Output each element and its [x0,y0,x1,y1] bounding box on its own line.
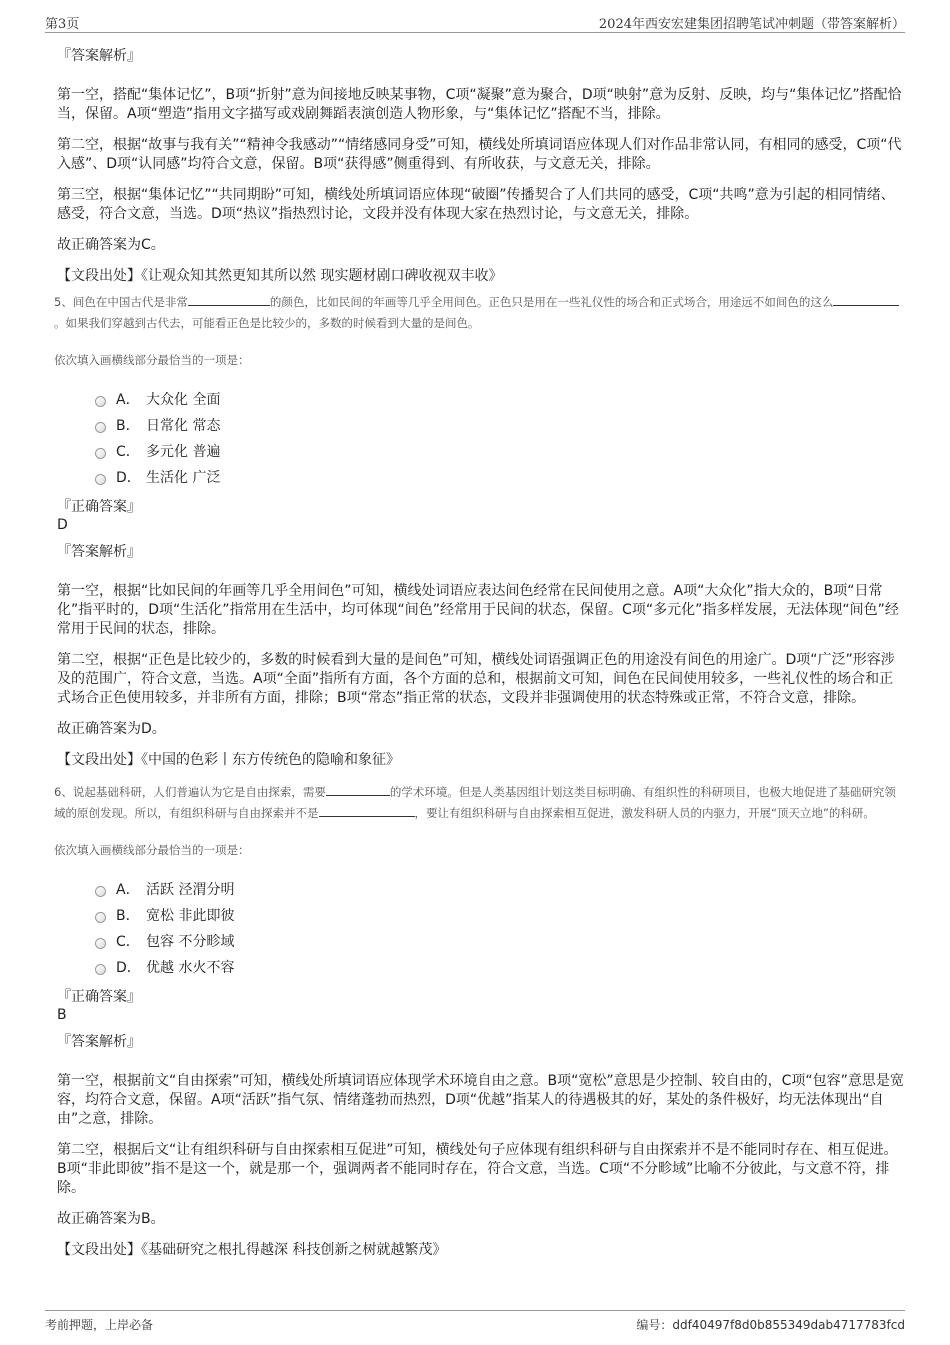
radio-button[interactable] [95,938,106,949]
radio-button[interactable] [95,448,106,459]
source-citation: 【文段出处】《基础研究之根扎得越深 科技创新之树就越繁茂》 [57,1242,447,1258]
radio-button[interactable] [95,474,106,485]
question-prompt: 依次填入画横线部分最恰当的一项是： [54,353,250,367]
correct-answer: D [57,517,68,533]
option-d[interactable]: D． 生活化 广泛 [95,464,905,490]
question-5-stem: 5、间色在中国古代是非常 的颜色，比如民间的年画等几乎全用间色。正色只是用在一些礼仪性的场合和正式场合，用途远不如间色的这么。如果我们穿越到古代去，可能看正色是比较少的，多数的时候看到大量的是间色。 [54,292,905,334]
answer-blank [319,803,415,817]
analysis-paragraph: 第二空，根据后文“让有组织科研与自由探索相互促进”可知，横线处句子应体现有组织科研与自由探索并不是不能同时存在、相互促进。B项“非此即彼”指不是这一个，就是那一个，强调两者不能同时存在，符合文意，当选。C项“不分畛域”比喻不分彼此，与文意不符，排除。 [57,1142,898,1196]
option-c[interactable]: C． 多元化 普遍 [95,438,905,464]
page-number: 第3页 [45,17,80,32]
analysis-conclusion: 故正确答案为B。 [57,1211,165,1227]
option-c[interactable]: C． 包容 不分畛域 [95,928,905,954]
radio-button[interactable] [95,964,106,975]
page-header [45,10,905,33]
radio-button[interactable] [95,422,106,433]
analysis-paragraph: 第一空，搭配“集体记忆”，B项“折射”意为间接地反映某事物，C项“凝聚”意为聚合，D项“映射”意为反射、反映，均与“集体记忆”搭配恰当，保留。A项“塑造”指用文字描写或戏剧舞蹈表演创造人物形象，与“集体记忆”搭配不当，排除。 [57,87,902,122]
page-footer [45,1310,905,1339]
correct-answer: B [57,1007,67,1023]
question-6-stem: 6、说起基础科研，人们普遍认为它是自由探索，需要 的学术环境。但是人类基因组计划这类目标明确、有组织性的科研项目，也极大地促进了基础研究领域的原创发现。所以，有组织科研与自由探索并不是 ，要让有组织科研与自由探索相互促进，激发科研人员的内驱力，开展“顶天立地”的科研。 [54,782,905,824]
analysis-label: 『答案解析』 [57,1034,141,1050]
analysis-paragraph: 第三空，根据“集体记忆”“共同期盼”可知，横线处所填词语应体现“破圈”传播契合了人们共同的感受，C项“共鸣”意为引起的相同情绪、感受，符合文意，当选。D项“热议”指热烈讨论，文段并没有体现大家在热烈讨论，与文意无关，排除。 [57,187,895,222]
answer-blank [326,782,390,796]
option-d[interactable]: D． 优越 水火不容 [95,954,905,980]
correct-answer-label: 『正确答案』 [57,499,141,515]
analysis-paragraph: 第一空，根据前文“自由探索”可知，横线处所填词语应体现学术环境自由之意。B项“宽松”意思是少控制、较自由的，C项“包容”意思是宽容，均符合文意，保留。A项“活跃”指气氛、情绪蓬勃而热烈，D项“优越”指某人的待遇极其的好，某处的条件极好，均无法体现出“自由”之意，排除。 [57,1073,904,1127]
footer-slogan: 考前押题，上岸必备 [45,1318,154,1332]
document-body [54,38,905,1260]
answer-blank [188,292,270,306]
option-a[interactable]: A． 大众化 全面 [95,386,905,412]
question-6-options [95,876,905,980]
source-citation: 【文段出处】《让观众知其然更知其所以然 现实题材剧口碑收视双丰收》 [57,268,503,284]
analysis-paragraph: 第二空，根据“故事与我有关”“精神令我感动”“情绪感同身受”可知，横线处所填词语应体现人们对作品非常认同，有相同的感受，C项“代入感”、D项“认同感”均符合文意，保留。B项“获得感”侧重得到、有所收获，与文意无关，排除。 [57,137,902,172]
analysis-label: 『答案解析』 [57,544,141,560]
document-id: 编号：ddf40497f8d0b855349dab4717783fcd [636,1318,905,1332]
analysis-conclusion: 故正确答案为D。 [57,721,166,737]
question-5-options [95,386,905,490]
radio-button[interactable] [95,912,106,923]
source-citation: 【文段出处】《中国的色彩丨东方传统色的隐喻和象征》 [57,752,400,768]
answer-blank [833,292,899,306]
analysis-paragraph: 第二空，根据“正色是比较少的，多数的时候看到大量的是间色”可知，横线处词语强调正色的用途没有间色的用途广。D项“广泛”形容涉及的范围广，符合文意，当选。A项“全面”指所有方面，各个方面的总和，根据前文可知，间色在民间使用较多，一些礼仪性的场合和正式场合正色使用较多，并非所有方面，排除；B项“常态”指正常的状态，文段并非强调使用的状态特殊或正常，不符合文意，排除。 [57,652,895,706]
correct-answer-label: 『正确答案』 [57,989,141,1005]
analysis-label: 『答案解析』 [57,48,141,64]
question-prompt: 依次填入画横线部分最恰当的一项是： [54,843,250,857]
option-b[interactable]: B． 宽松 非此即彼 [95,902,905,928]
analysis-conclusion: 故正确答案为C。 [57,237,165,253]
radio-button[interactable] [95,886,106,897]
document-title: 2024年西安宏建集团招聘笔试冲刺题（带答案解析） [598,17,905,32]
option-b[interactable]: B． 日常化 常态 [95,412,905,438]
analysis-paragraph: 第一空，根据“比如民间的年画等几乎全用间色”可知，横线处词语应表达间色经常在民间使用之意。A项“大众化”指大众的，B项“日常化”指平时的，D项“生活化”指常用在生活中，均可体现“间色”经常用于民间的状态，保留。C项“多元化”指多样发展，无法体现“间色”经常用于民间的状态，排除。 [57,583,899,637]
radio-button[interactable] [95,396,106,407]
option-a[interactable]: A． 活跃 泾渭分明 [95,876,905,902]
